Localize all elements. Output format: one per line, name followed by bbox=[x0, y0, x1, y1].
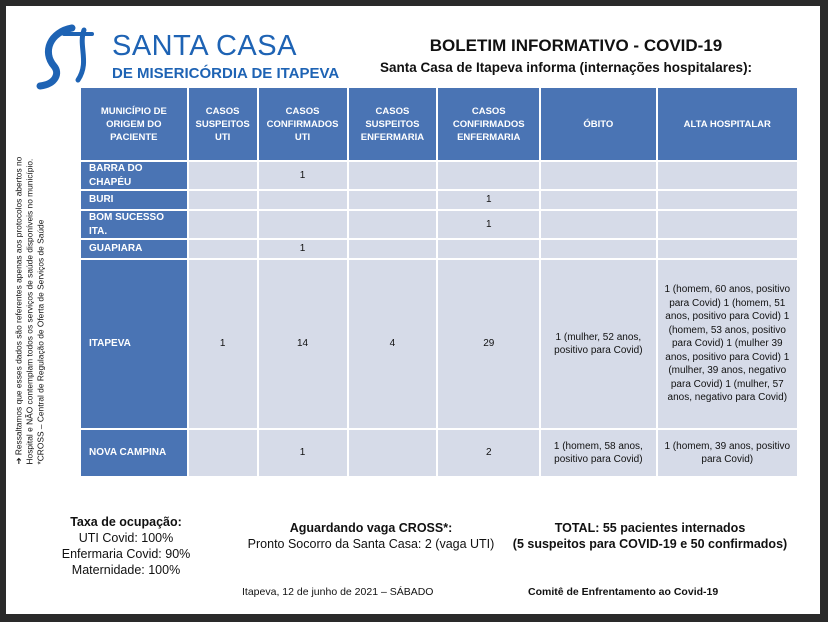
cross-block bbox=[226, 520, 516, 552]
cell-conf-enf: 1 bbox=[437, 190, 540, 210]
cell-obito bbox=[540, 239, 656, 259]
cell-susp-enf: 4 bbox=[348, 259, 438, 429]
side-note-line: ➔ Ressaltamos que esses dados são referentes apenas aos protocolos abertos no bbox=[13, 156, 24, 465]
cell-obito bbox=[540, 161, 656, 190]
cell-municipio: BOM SUCESSO ITA. bbox=[80, 210, 188, 239]
cell-susp-enf bbox=[348, 190, 438, 210]
cell-conf-uti: 14 bbox=[258, 259, 348, 429]
occupancy-title: Taxa de ocupação: bbox=[70, 515, 182, 529]
logo-emblem-icon bbox=[20, 22, 110, 92]
table-row bbox=[80, 190, 798, 210]
side-note-line: *CROSS – Central de Regulação de Oferta de Serviços de Saúde bbox=[35, 219, 46, 465]
cell-obito: 1 (homem, 58 anos, positivo para Covid) bbox=[540, 429, 656, 477]
total-block bbox=[500, 520, 800, 552]
cell-conf-enf: 1 bbox=[437, 210, 540, 239]
cell-municipio: ITAPEVA bbox=[80, 259, 188, 429]
footer-committee: Comitê de Enfrentamento ao Covid-19 bbox=[528, 586, 719, 598]
page-subtitle: Santa Casa de Itapeva informa (internações hospitalares): bbox=[379, 60, 753, 75]
table-row bbox=[80, 259, 798, 429]
occupancy-block bbox=[36, 514, 216, 578]
cell-conf-uti bbox=[258, 210, 348, 239]
cell-susp-uti bbox=[188, 210, 258, 239]
header-conf-enf: CASOS CONFIRMADOS ENFERMARIA bbox=[437, 87, 540, 161]
footer-date: Itapeva, 12 de junho de 2021 – SÁBADO bbox=[242, 586, 434, 598]
occupancy-uti: UTI Covid: 100% bbox=[78, 531, 174, 545]
cell-municipio: BARRA DO CHAPÉU bbox=[80, 161, 188, 190]
cell-alta bbox=[657, 239, 798, 259]
logo-subtitle: DE MISERICÓRDIA DE ITAPEVA bbox=[112, 65, 340, 82]
cross-detail: Pronto Socorro da Santa Casa: 2 (vaga UTI) bbox=[247, 537, 495, 551]
occupancy-maternidade: Maternidade: 100% bbox=[71, 563, 181, 577]
cell-susp-uti bbox=[188, 190, 258, 210]
cell-alta bbox=[657, 210, 798, 239]
side-note-line: Hospital e NÃO contemplam todos os serviços de saúde disponíveis no município. bbox=[24, 158, 35, 465]
cell-conf-uti: 1 bbox=[258, 161, 348, 190]
table-row bbox=[80, 161, 798, 190]
table-row bbox=[80, 429, 798, 477]
page-title: BOLETIM INFORMATIVO - COVID-19 bbox=[429, 36, 723, 55]
table-row bbox=[80, 210, 798, 239]
cell-obito: 1 (mulher, 52 anos, positivo para Covid) bbox=[540, 259, 656, 429]
cell-susp-uti bbox=[188, 161, 258, 190]
cell-alta bbox=[657, 161, 798, 190]
logo-title: SANTA CASA bbox=[112, 30, 297, 62]
occupancy-enfermaria: Enfermaria Covid: 90% bbox=[61, 547, 191, 561]
santa-casa-logo bbox=[20, 22, 340, 92]
cell-municipio: NOVA CAMPINA bbox=[80, 429, 188, 477]
cell-susp-enf bbox=[348, 429, 438, 477]
cell-conf-enf bbox=[437, 161, 540, 190]
cell-conf-uti: 1 bbox=[258, 429, 348, 477]
cell-municipio: GUAPIARA bbox=[80, 239, 188, 259]
cell-susp-enf bbox=[348, 161, 438, 190]
header-alta: ALTA HOSPITALAR bbox=[657, 87, 798, 161]
cell-conf-enf: 29 bbox=[437, 259, 540, 429]
cell-alta: 1 (homem, 60 anos, positivo para Covid) 1 (homem, 51 anos, positivo para Covid) 1 (homem, 53 anos, positivo para Covid) 1 (mulher 39 anos, positivo para Covid) 1 (mulher, 39 anos, negativo para Covid) 1 (mulher, 57 anos, negativo para Covid) bbox=[657, 259, 798, 429]
cross-title: Aguardando vaga CROSS*: bbox=[289, 521, 453, 535]
header-municipio: MUNICÍPIO DE ORIGEM DO PACIENTE bbox=[80, 87, 188, 161]
table-header-row bbox=[80, 87, 798, 161]
cell-alta bbox=[657, 190, 798, 210]
header-conf-uti: CASOS CONFIRMADOS UTI bbox=[258, 87, 348, 161]
cell-susp-uti bbox=[188, 239, 258, 259]
hospitalization-table bbox=[79, 86, 799, 478]
header-susp-enf: CASOS SUSPEITOS ENFERMARIA bbox=[348, 87, 438, 161]
header-obito: ÓBITO bbox=[540, 87, 656, 161]
cell-conf-uti bbox=[258, 190, 348, 210]
side-note bbox=[14, 125, 47, 465]
cell-municipio: BURI bbox=[80, 190, 188, 210]
cell-obito bbox=[540, 190, 656, 210]
cell-susp-uti bbox=[188, 429, 258, 477]
bulletin-page bbox=[6, 6, 820, 614]
total-detail: (5 suspeitos para COVID-19 e 50 confirmados) bbox=[512, 537, 788, 551]
cell-conf-enf bbox=[437, 239, 540, 259]
cell-obito bbox=[540, 210, 656, 239]
cell-susp-enf bbox=[348, 239, 438, 259]
cell-conf-uti: 1 bbox=[258, 239, 348, 259]
cell-susp-uti: 1 bbox=[188, 259, 258, 429]
cell-susp-enf bbox=[348, 210, 438, 239]
header-susp-uti: CASOS SUSPEITOS UTI bbox=[188, 87, 258, 161]
cell-alta: 1 (homem, 39 anos, positivo para Covid) bbox=[657, 429, 798, 477]
cell-conf-enf: 2 bbox=[437, 429, 540, 477]
total-title: TOTAL: 55 pacientes internados bbox=[554, 521, 746, 535]
table-row bbox=[80, 239, 798, 259]
